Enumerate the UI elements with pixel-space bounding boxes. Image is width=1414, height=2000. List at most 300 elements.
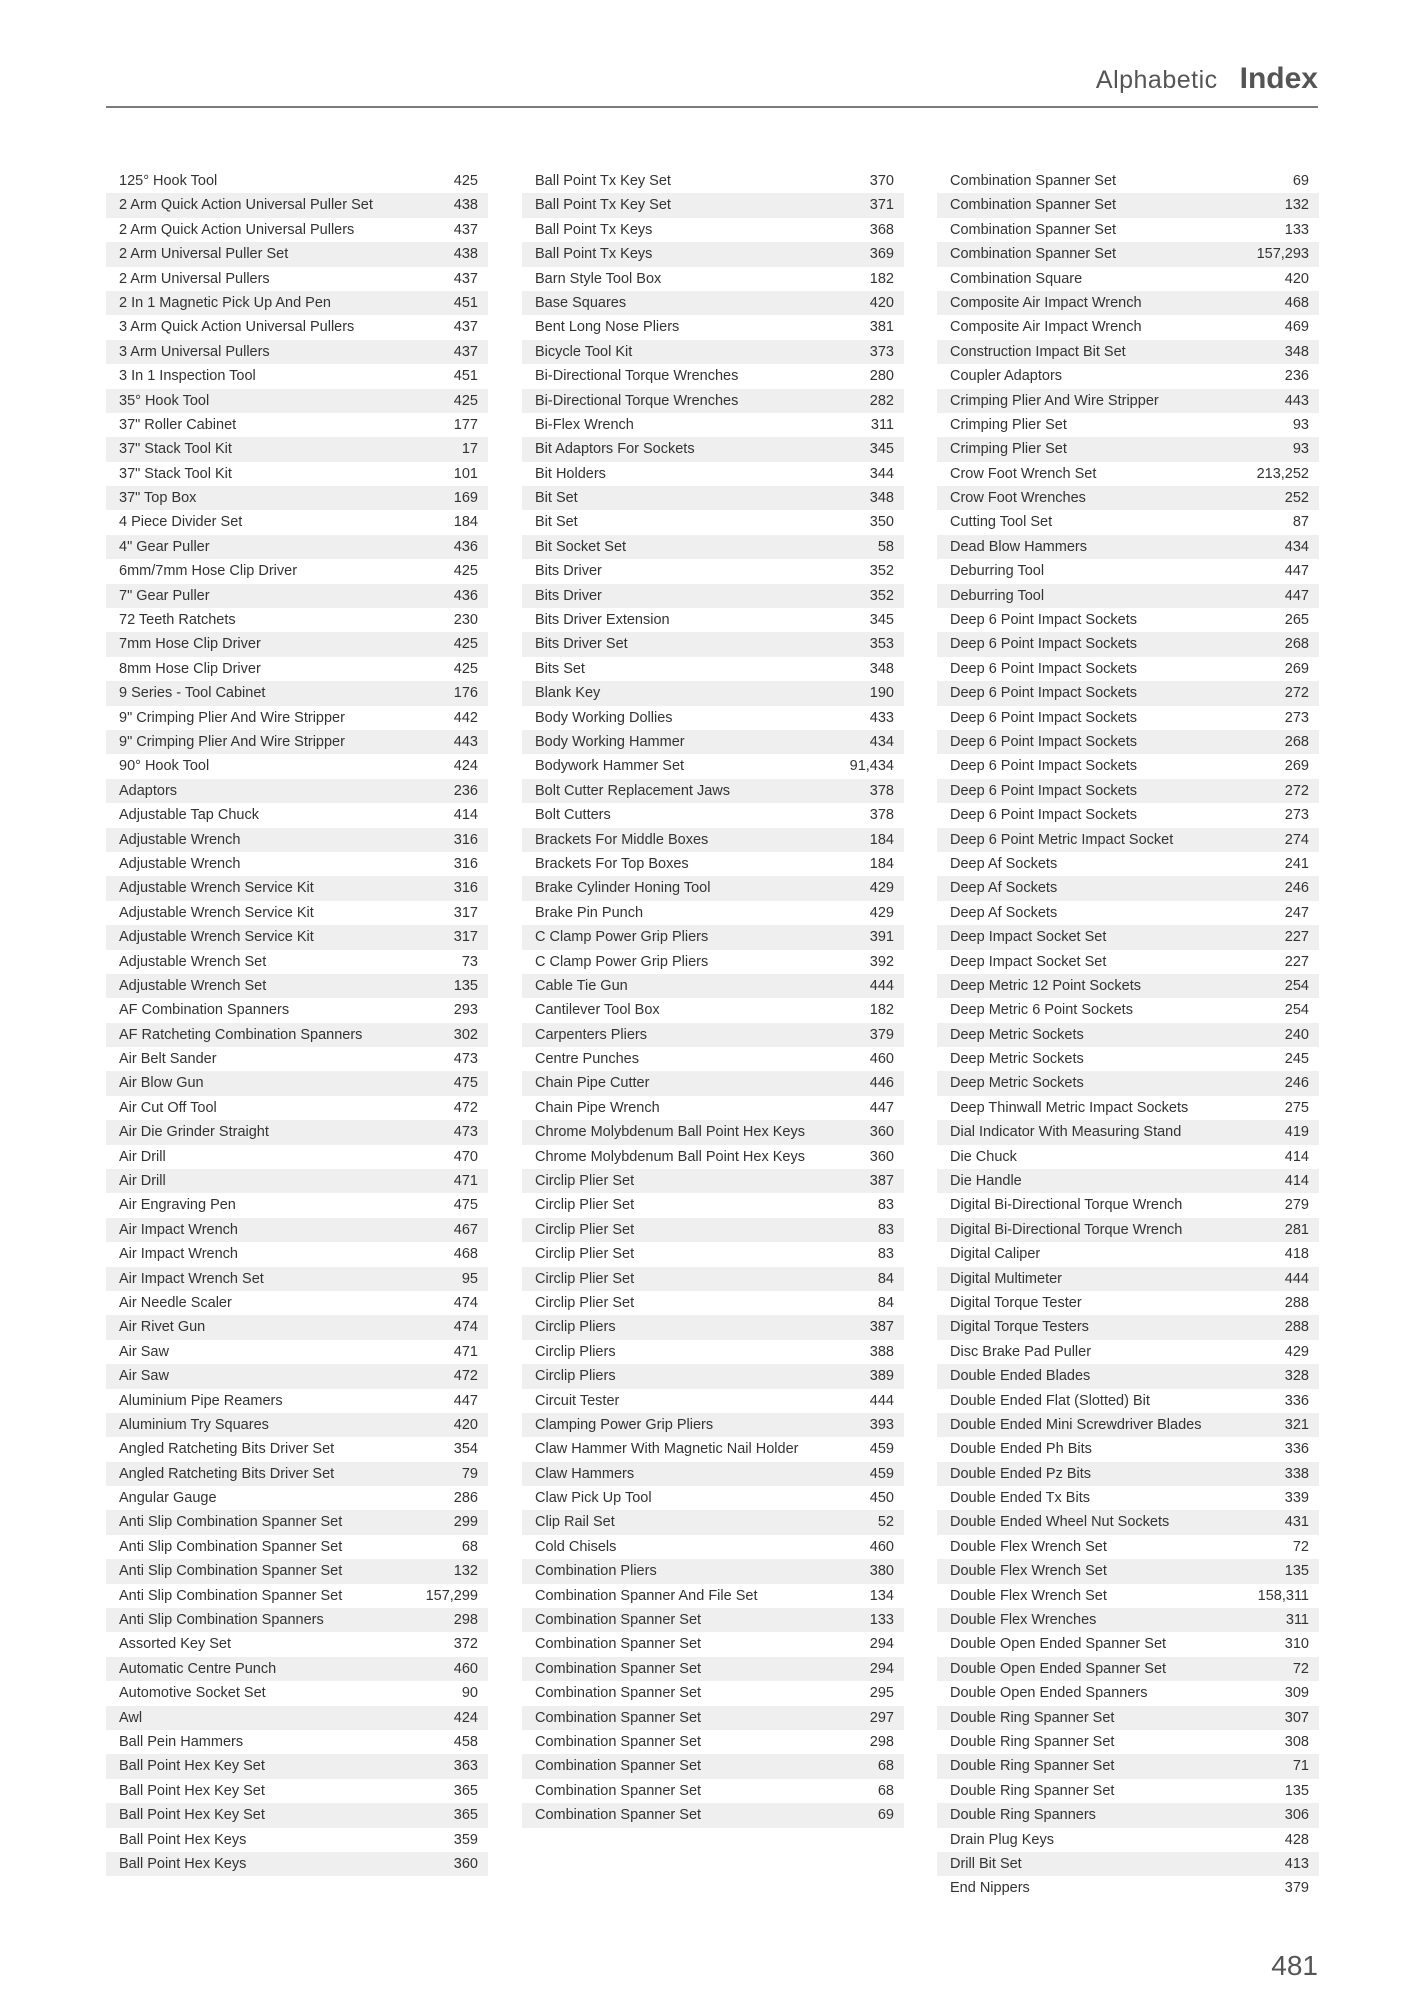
entry-page: 447 <box>869 1099 894 1116</box>
index-entry <box>106 364 488 388</box>
entry-name: Body Working Hammer <box>535 733 685 750</box>
index-entry <box>106 559 488 583</box>
entry-name: Ball Point Hex Keys <box>119 1855 247 1872</box>
index-entry <box>106 1096 488 1120</box>
entry-page: 438 <box>453 197 478 214</box>
index-entry <box>106 1681 488 1705</box>
entry-name: 4 Piece Divider Set <box>119 514 243 531</box>
index-entry <box>106 267 488 291</box>
index-entry <box>106 779 488 803</box>
entry-name: Ball Point Tx Key Set <box>535 173 671 189</box>
entry-name: Digital Bi-Directional Torque Wrench <box>950 1221 1183 1238</box>
entry-page: 84 <box>877 1294 894 1311</box>
entry-page: 391 <box>869 929 894 946</box>
entry-name: Anti Slip Combination Spanners <box>119 1612 324 1629</box>
entry-page: 392 <box>869 953 894 970</box>
index-entry <box>106 1023 488 1047</box>
entry-page: 369 <box>869 246 894 263</box>
entry-name: Disc Brake Pad Puller <box>950 1343 1092 1360</box>
entry-name: 2 Arm Quick Action Universal Puller Set <box>119 197 373 214</box>
index-entry <box>522 315 904 339</box>
entry-name: Bit Holders <box>535 465 606 482</box>
index-entry <box>522 632 904 656</box>
index-entry <box>937 1096 1319 1120</box>
entry-page: 298 <box>453 1612 478 1629</box>
entry-page: 420 <box>869 294 894 311</box>
entry-name: Bent Long Nose Pliers <box>535 319 680 336</box>
entry-name: Cantilever Tool Box <box>535 1002 660 1019</box>
entry-name: Air Engraving Pen <box>119 1197 236 1214</box>
entry-name: Claw Pick Up Tool <box>535 1490 652 1507</box>
index-column-1 <box>106 169 488 1876</box>
index-entry <box>522 828 904 852</box>
entry-page: 286 <box>453 1490 478 1507</box>
index-entry <box>522 1632 904 1656</box>
entry-name: Dial Indicator With Measuring Stand <box>950 1124 1182 1141</box>
entry-page: 288 <box>1284 1294 1309 1311</box>
entry-page: 68 <box>461 1538 478 1555</box>
entry-page: 345 <box>869 612 894 629</box>
entry-name: Cold Chisels <box>535 1538 617 1555</box>
entry-page: 184 <box>869 831 894 848</box>
entry-page: 213,252 <box>1256 465 1309 482</box>
index-entry <box>937 1364 1319 1388</box>
entry-page: 298 <box>869 1734 894 1750</box>
entry-name: Adjustable Wrench Service Kit <box>119 904 314 921</box>
index-entry <box>106 1706 488 1730</box>
index-entry <box>106 291 488 315</box>
index-entry <box>937 608 1319 632</box>
entry-page: 436 <box>453 538 478 555</box>
entry-name: 2 In 1 Magnetic Pick Up And Pen <box>119 294 331 311</box>
index-entry <box>106 169 488 193</box>
index-entry <box>937 1193 1319 1217</box>
index-entry <box>937 559 1319 583</box>
entry-page: 348 <box>869 490 894 507</box>
entry-page: 469 <box>1284 319 1309 336</box>
index-entry <box>522 267 904 291</box>
entry-name: Circlip Pliers <box>535 1343 616 1360</box>
entry-name: Air Rivet Gun <box>119 1319 206 1336</box>
index-entry <box>106 632 488 656</box>
entry-page: 295 <box>869 1685 894 1702</box>
entry-page: 437 <box>453 343 478 360</box>
entry-name: Aluminium Pipe Reamers <box>119 1392 283 1409</box>
entry-name: 9" Crimping Plier And Wire Stripper <box>119 733 345 750</box>
entry-name: Deep 6 Point Impact Sockets <box>950 612 1137 629</box>
entry-name: Deep Metric 6 Point Sockets <box>950 1002 1133 1019</box>
entry-page: 252 <box>1284 490 1309 507</box>
index-entry <box>522 1291 904 1315</box>
index-entry <box>522 340 904 364</box>
entry-page: 447 <box>1284 563 1309 580</box>
entry-name: Drain Plug Keys <box>950 1831 1054 1848</box>
entry-name: Deep Metric Sockets <box>950 1075 1084 1092</box>
index-entry <box>937 462 1319 486</box>
entry-name: Deep 6 Point Impact Sockets <box>950 758 1137 775</box>
entry-name: Double Open Ended Spanner Set <box>950 1660 1167 1677</box>
entry-page: 425 <box>453 660 478 677</box>
index-entry <box>106 1242 488 1266</box>
entry-page: 227 <box>1284 953 1309 970</box>
entry-page: 309 <box>1284 1685 1309 1702</box>
index-entry <box>937 486 1319 510</box>
entry-name: Blank Key <box>535 685 601 702</box>
entry-page: 437 <box>453 319 478 336</box>
index-entry <box>937 1828 1319 1852</box>
index-entry <box>937 1632 1319 1656</box>
entry-page: 245 <box>1284 1051 1309 1068</box>
entry-page: 311 <box>1285 1612 1309 1629</box>
entry-name: Digital Torque Tester <box>950 1294 1082 1311</box>
index-entry <box>937 1315 1319 1339</box>
entry-name: Carpenters Pliers <box>535 1026 648 1043</box>
entry-page: 352 <box>869 587 894 604</box>
index-entry <box>937 1071 1319 1095</box>
entry-name: Coupler Adaptors <box>950 368 1063 385</box>
index-entry <box>522 608 904 632</box>
index-entry <box>522 1340 904 1364</box>
entry-name: Chain Pipe Wrench <box>535 1099 660 1116</box>
entry-page: 459 <box>869 1465 894 1482</box>
entry-name: Angled Ratcheting Bits Driver Set <box>119 1465 335 1482</box>
entry-name: Chain Pipe Cutter <box>535 1075 650 1092</box>
index-column-2 <box>522 169 904 1828</box>
entry-page: 182 <box>869 1002 894 1019</box>
entry-page: 437 <box>453 270 478 287</box>
entry-page: 433 <box>869 709 894 726</box>
entry-page: 424 <box>453 758 478 775</box>
index-entry <box>522 779 904 803</box>
index-entry <box>106 193 488 217</box>
index-entry <box>522 1730 904 1754</box>
index-entry <box>106 1608 488 1632</box>
entry-page: 389 <box>869 1368 894 1385</box>
entry-name: Deep 6 Point Impact Sockets <box>950 807 1137 824</box>
entry-name: Claw Hammer With Magnetic Nail Holder <box>535 1441 799 1458</box>
index-entry <box>522 584 904 608</box>
entry-name: Combination Spanner Set <box>535 1612 702 1629</box>
entry-name: Double Flex Wrenches <box>950 1612 1097 1629</box>
entry-page: 272 <box>1284 782 1309 799</box>
entry-name: Air Cut Off Tool <box>119 1099 217 1116</box>
entry-name: Automatic Centre Punch <box>119 1660 277 1677</box>
entry-page: 434 <box>869 733 894 750</box>
entry-page: 311 <box>870 416 894 433</box>
entry-page: 471 <box>453 1343 478 1360</box>
entry-name: Anti Slip Combination Spanner Set <box>119 1514 343 1531</box>
entry-page: 348 <box>1284 343 1309 360</box>
entry-name: Awl <box>119 1709 143 1726</box>
index-entry <box>106 486 488 510</box>
entry-name: Double Ring Spanner Set <box>950 1782 1115 1799</box>
entry-page: 425 <box>453 173 478 189</box>
entry-page: 431 <box>1284 1514 1309 1531</box>
index-entry <box>106 1389 488 1413</box>
entry-page: 90 <box>461 1685 478 1702</box>
index-entry <box>106 657 488 681</box>
index-entry <box>937 584 1319 608</box>
entry-page: 268 <box>1284 733 1309 750</box>
entry-name: Adjustable Wrench <box>119 831 241 848</box>
entry-name: Deep 6 Point Impact Sockets <box>950 733 1137 750</box>
entry-page: 176 <box>453 685 478 702</box>
index-entry <box>522 389 904 413</box>
entry-page: 190 <box>869 685 894 702</box>
entry-page: 230 <box>453 612 478 629</box>
index-entry <box>937 1267 1319 1291</box>
index-entry <box>937 632 1319 656</box>
entry-name: Combination Spanner Set <box>535 1734 702 1750</box>
entry-page: 475 <box>453 1075 478 1092</box>
index-entry <box>522 706 904 730</box>
entry-page: 370 <box>869 173 894 189</box>
entry-name: Barn Style Tool Box <box>535 270 662 287</box>
index-entry <box>106 876 488 900</box>
entry-name: Crow Foot Wrench Set <box>950 465 1097 482</box>
index-entry <box>106 462 488 486</box>
entry-page: 429 <box>869 880 894 897</box>
entry-page: 310 <box>1284 1636 1309 1653</box>
entry-name: Circlip Plier Set <box>535 1246 635 1263</box>
index-entry <box>937 1437 1319 1461</box>
entry-name: Air Blow Gun <box>119 1075 204 1092</box>
index-entry <box>106 1510 488 1534</box>
entry-name: Circlip Plier Set <box>535 1197 635 1214</box>
entry-name: AF Combination Spanners <box>119 1002 290 1019</box>
entry-name: Ball Point Hex Key Set <box>119 1758 265 1775</box>
entry-page: 378 <box>869 782 894 799</box>
entry-page: 348 <box>869 660 894 677</box>
entry-page: 345 <box>869 441 894 458</box>
entry-name: Bodywork Hammer Set <box>535 758 685 775</box>
entry-page: 468 <box>453 1246 478 1263</box>
entry-page: 446 <box>869 1075 894 1092</box>
index-entry <box>106 1657 488 1681</box>
entry-page: 414 <box>453 807 478 824</box>
header-subtitle: Alphabetic <box>1095 66 1218 94</box>
index-entry <box>522 730 904 754</box>
entry-page: 460 <box>869 1051 894 1068</box>
entry-name: Bi-Directional Torque Wrenches <box>535 392 739 409</box>
index-entry <box>106 925 488 949</box>
entry-name: Combination Spanner Set <box>950 246 1117 263</box>
entry-page: 336 <box>1284 1392 1309 1409</box>
entry-name: 37" Stack Tool Kit <box>119 441 232 458</box>
entry-name: Claw Hammers <box>535 1465 635 1482</box>
entry-page: 360 <box>869 1148 894 1165</box>
entry-name: Adjustable Wrench <box>119 855 241 872</box>
entry-page: 447 <box>1284 587 1309 604</box>
entry-page: 425 <box>453 392 478 409</box>
entry-page: 297 <box>869 1709 894 1726</box>
entry-name: Combination Spanner Set <box>535 1709 702 1726</box>
index-entry <box>106 852 488 876</box>
index-entry <box>937 828 1319 852</box>
index-entry <box>522 1315 904 1339</box>
index-entry <box>937 1389 1319 1413</box>
index-entry <box>937 876 1319 900</box>
index-entry <box>106 901 488 925</box>
entry-page: 468 <box>1284 294 1309 311</box>
entry-page: 443 <box>1284 392 1309 409</box>
entry-name: Circlip Plier Set <box>535 1221 635 1238</box>
entry-page: 83 <box>877 1246 894 1263</box>
index-entry <box>106 389 488 413</box>
entry-page: 451 <box>453 368 478 385</box>
index-entry <box>937 681 1319 705</box>
entry-page: 268 <box>1284 636 1309 653</box>
index-entry <box>937 1462 1319 1486</box>
entry-name: Base Squares <box>535 294 627 311</box>
entry-page: 317 <box>453 929 478 946</box>
entry-name: Double Ended Ph Bits <box>950 1441 1092 1458</box>
entry-page: 227 <box>1284 929 1309 946</box>
entry-page: 434 <box>1284 538 1309 555</box>
entry-name: Bits Driver Set <box>535 636 628 653</box>
index-entry <box>937 803 1319 827</box>
index-entry <box>522 486 904 510</box>
index-entry <box>106 1852 488 1876</box>
entry-name: Circlip Plier Set <box>535 1270 635 1287</box>
entry-name: Deep 6 Point Metric Impact Socket <box>950 831 1174 848</box>
entry-page: 157,299 <box>425 1587 478 1604</box>
entry-page: 299 <box>453 1514 478 1531</box>
index-entry <box>106 242 488 266</box>
index-entry <box>522 1071 904 1095</box>
entry-name: Double Flex Wrench Set <box>950 1587 1107 1604</box>
index-entry <box>522 1389 904 1413</box>
index-entry <box>522 413 904 437</box>
entry-page: 471 <box>453 1173 478 1190</box>
entry-page: 269 <box>1284 758 1309 775</box>
entry-name: Automotive Socket Set <box>119 1685 266 1702</box>
entry-name: Ball Point Tx Key Set <box>535 197 671 214</box>
entry-name: 7mm Hose Clip Driver <box>119 636 261 653</box>
entry-page: 308 <box>1284 1734 1309 1750</box>
entry-name: Brake Cylinder Honing Tool <box>535 880 711 897</box>
index-entry <box>937 291 1319 315</box>
entry-name: Ball Point Tx Keys <box>535 246 653 263</box>
index-entry <box>106 1632 488 1656</box>
entry-page: 133 <box>1284 221 1309 238</box>
entry-name: Combination Spanner Set <box>535 1636 702 1653</box>
index-entry <box>522 803 904 827</box>
entry-page: 69 <box>1292 173 1309 189</box>
entry-name: Bi-Directional Torque Wrenches <box>535 368 739 385</box>
entry-page: 387 <box>869 1173 894 1190</box>
entry-page: 425 <box>453 563 478 580</box>
entry-page: 371 <box>869 197 894 214</box>
index-entry <box>937 1754 1319 1778</box>
entry-page: 79 <box>461 1465 478 1482</box>
entry-name: Centre Punches <box>535 1051 639 1068</box>
entry-page: 272 <box>1284 685 1309 702</box>
entry-name: Double Ended Flat (Slotted) Bit <box>950 1392 1150 1409</box>
index-entry <box>522 1510 904 1534</box>
entry-name: 37" Top Box <box>119 490 197 507</box>
entry-page: 460 <box>453 1660 478 1677</box>
entry-page: 360 <box>453 1855 478 1872</box>
entry-name: Composite Air Impact Wrench <box>950 294 1142 311</box>
entry-name: Bi-Flex Wrench <box>535 416 634 433</box>
entry-name: 37" Stack Tool Kit <box>119 465 232 482</box>
entry-page: 372 <box>453 1636 478 1653</box>
entry-page: 424 <box>453 1709 478 1726</box>
index-entry <box>106 998 488 1022</box>
entry-name: Chrome Molybdenum Ball Point Hex Keys <box>535 1124 805 1141</box>
entry-name: Deep Af Sockets <box>950 880 1058 897</box>
entry-page: 135 <box>1284 1782 1309 1799</box>
entry-page: 458 <box>453 1734 478 1750</box>
entry-name: Ball Point Hex Keys <box>119 1831 247 1848</box>
entry-name: Deburring Tool <box>950 563 1045 580</box>
index-entry <box>937 1340 1319 1364</box>
index-entry <box>106 608 488 632</box>
index-entry <box>522 998 904 1022</box>
index-entry <box>937 535 1319 559</box>
entry-name: Adjustable Wrench Set <box>119 977 267 994</box>
index-entry <box>106 1315 488 1339</box>
entry-page: 17 <box>461 441 478 458</box>
entry-name: Deep 6 Point Impact Sockets <box>950 685 1137 702</box>
entry-name: Die Chuck <box>950 1148 1017 1165</box>
entry-name: Bit Socket Set <box>535 538 627 555</box>
index-entry <box>937 1169 1319 1193</box>
entry-page: 177 <box>453 416 478 433</box>
entry-page: 442 <box>453 709 478 726</box>
index-entry <box>937 706 1319 730</box>
entry-page: 413 <box>1284 1855 1309 1872</box>
entry-page: 294 <box>869 1660 894 1677</box>
index-entry <box>106 1071 488 1095</box>
entry-page: 379 <box>1284 1880 1309 1897</box>
entry-name: Cable Tie Gun <box>535 977 628 994</box>
entry-name: Double Ring Spanner Set <box>950 1709 1115 1726</box>
entry-page: 437 <box>453 221 478 238</box>
entry-page: 328 <box>1284 1368 1309 1385</box>
entry-name: C Clamp Power Grip Pliers <box>535 953 709 970</box>
entry-name: Angled Ratcheting Bits Driver Set <box>119 1441 335 1458</box>
entry-page: 132 <box>453 1563 478 1580</box>
entry-page: 316 <box>453 831 478 848</box>
entry-page: 274 <box>1284 831 1309 848</box>
index-entry <box>106 1754 488 1778</box>
entry-page: 132 <box>1284 197 1309 214</box>
entry-name: Crimping Plier Set <box>950 441 1067 458</box>
entry-name: Combination Spanner Set <box>535 1685 702 1702</box>
index-entry <box>522 974 904 998</box>
index-entry <box>937 218 1319 242</box>
entry-name: Circlip Plier Set <box>535 1294 635 1311</box>
index-entry <box>106 803 488 827</box>
entry-name: Assorted Key Set <box>119 1636 232 1653</box>
index-entry <box>937 998 1319 1022</box>
entry-name: Combination Square <box>950 270 1083 287</box>
index-entry <box>106 1462 488 1486</box>
entry-name: Deep Impact Socket Set <box>950 953 1107 970</box>
index-entry <box>522 681 904 705</box>
index-entry <box>106 1218 488 1242</box>
entry-page: 365 <box>453 1782 478 1799</box>
index-entry <box>106 1047 488 1071</box>
entry-page: 52 <box>877 1514 894 1531</box>
entry-name: Digital Torque Testers <box>950 1319 1089 1336</box>
entry-page: 95 <box>461 1270 478 1287</box>
index-entry <box>106 1828 488 1852</box>
index-entry <box>106 1291 488 1315</box>
index-entry <box>522 1242 904 1266</box>
